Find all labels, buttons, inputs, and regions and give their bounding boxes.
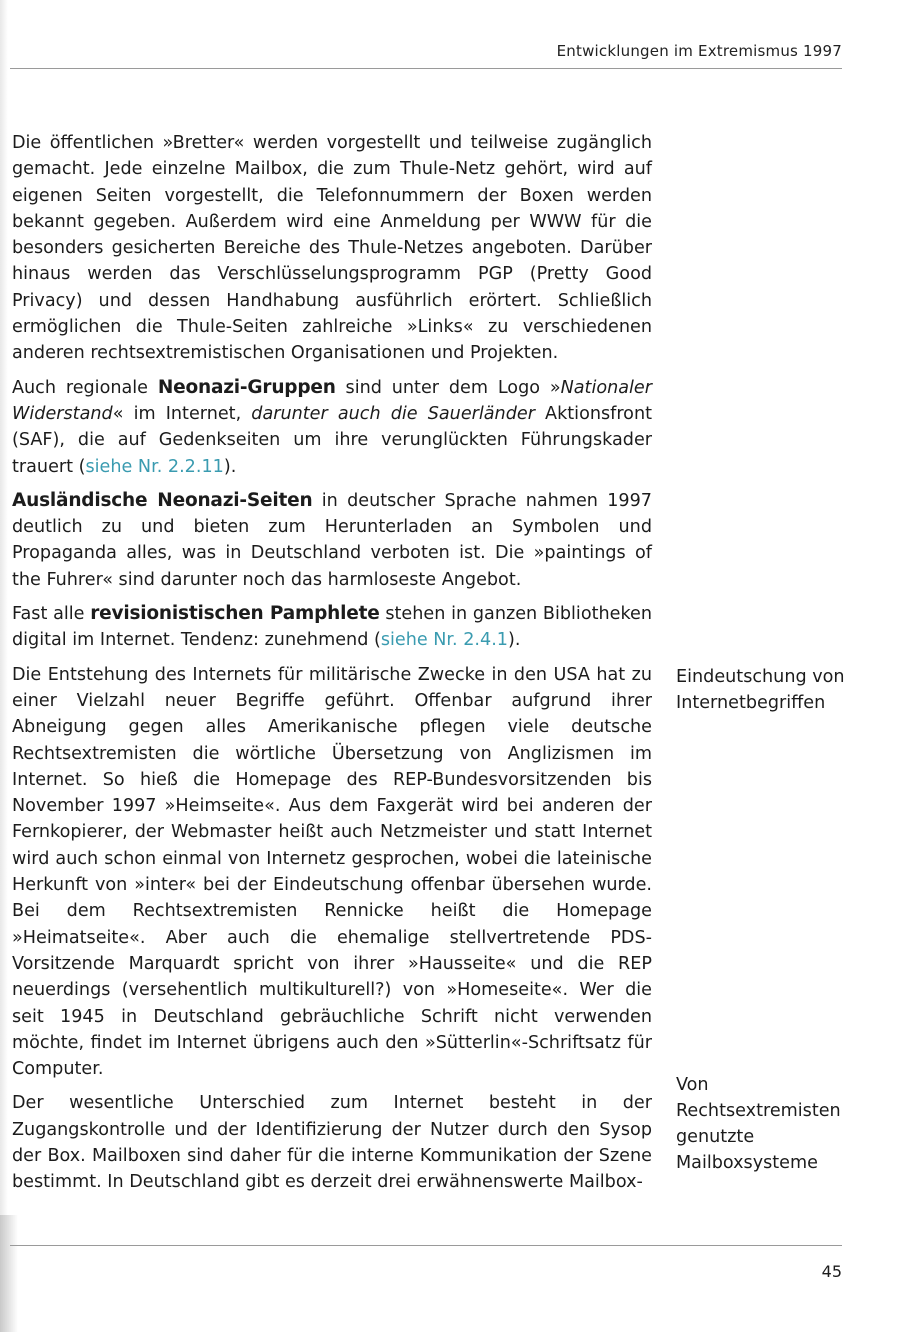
- cross-reference-link[interactable]: siehe Nr. 2.2.11: [85, 456, 224, 477]
- text-segment: ).: [508, 630, 521, 651]
- keyword-neonazi-gruppen: Neonazi-Gruppen: [157, 376, 336, 398]
- page-edge-shadow-bottom: [0, 1215, 18, 1332]
- header-rule: [10, 68, 842, 69]
- text-segment: « im Internet,: [112, 403, 252, 424]
- paragraph-thule-net: Die öffentlichen »Bretter« werden vorgestellt und teilweise zugänglich gemacht. Jede einzelne Mailbox, die zum Thule-Netz gehört, wird auf eigenen Seiten vorgestellt, die Telefonnummern der Boxen werden bekannt gegeben. Außerdem wird eine Anmeldung per WWW für die besonders gesicherten Bereiche des Thule-Netzes angeboten. Darüber hinaus werden das Verschlüsselungsprogramm PGP (Pretty Good Privacy) und dessen Handhabung ausführlich erörtert. Schließlich ermöglichen die Thule-Seiten zahlreiche »Links« zu verschiedenen anderen rechtsextremistischen Organisationen und Projekten.: [12, 133, 652, 364]
- main-text-column: [12, 130, 652, 1204]
- margin-note-eindeutschung: Eindeutschung von Internetbegriffen: [676, 667, 845, 713]
- running-head: Entwicklungen im Extremismus 1997: [556, 42, 842, 60]
- text-segment: in deutscher Sprache nahmen 1997 deutlich zu und bieten zum Herunterladen an Symbolen und Propaganda alles, was in Deutschland verboten ist. Die »paintings of the Fuhrer« sind darunter noch das harmloseste Angebot.: [12, 490, 652, 590]
- text-segment: ).: [223, 456, 237, 477]
- margin-note-mailboxsysteme: Von Rechtsextremisten genutzte Mailboxsysteme: [676, 1075, 841, 1173]
- footer-rule: [10, 1245, 842, 1246]
- paragraph-foreign-sites: [12, 488, 652, 593]
- italic-nationaler-widerstand: Nationaler Widerstand: [12, 377, 652, 424]
- italic-sauerlaender: darunter auch die Sauerländer: [251, 403, 535, 424]
- cross-reference-link[interactable]: siehe Nr. 2.4.1: [380, 630, 509, 651]
- keyword-auslaendische-neonazi-seiten: Ausländische Neonazi-Seiten: [12, 489, 313, 511]
- paragraph-internet-terms: Die Entstehung des Internets für militärische Zwecke in den USA hat zu einer Vielzahl neuer Begriffe geführt. Offenbar aufgrund ihrer Abneigung gegen alles Amerikanische pflegen viele deutsche Rechtsextremisten die wörtliche Übersetzung von Anglizismen im Internet. So hieß die Homepage des REP-Bundesvorsitzenden bis November 1997 »Heimseite«. Aus dem Faxgerät wird bei anderen der Fernkopierer, der Webmaster heißt auch Netzmeister und statt Internet wird auch schon einmal von Internetz gesprochen, wobei die lateinische Herkunft von »inter« bei der Eindeutschung offenbar übersehen wurde. Bei dem Rechtsextremisten Rennicke heißt die Homepage »Heimatseite«. Aber auch die ehemalige stellvertretende PDS-Vorsitzende Marquardt spricht von ihrer »Hausseite« und die REP neuerdings (versehentlich multikulturell?) von »Homeseite«. Wer die seit 1945 in Deutschland gebräuchliche Schrift nicht verwenden möchte, findet im Internet übrigens auch den »Sütterlin«-Schriftsatz für Computer.: [12, 664, 652, 1080]
- page-edge-shadow: [0, 0, 8, 1332]
- text-segment: Auch regionale: [12, 377, 158, 398]
- keyword-revisionistischen-pamphlete: revisionistischen Pamphlete: [90, 603, 380, 625]
- text-segment: stehen in ganzen Bibliotheken digital im Internet. Tendenz: zunehmend (: [12, 604, 652, 651]
- paragraph-revisionist-pamphlets: [12, 601, 652, 654]
- text-segment: sind unter dem Logo »: [335, 377, 561, 398]
- paragraph-mailboxes: Der wesentliche Unterschied zum Internet besteht in der Zugangskontrolle und der Identifizierung der Nutzer durch den Sysop der Box. Mailboxen sind daher für die interne Kommunikation der Szene bestimmt. In Deutschland gibt es derzeit drei erwähnenswerte Mailbox-: [12, 1093, 652, 1193]
- page-number: 45: [821, 1262, 842, 1281]
- paragraph-neonazi-groups: [12, 375, 652, 480]
- text-segment: Fast alle: [12, 604, 91, 625]
- text-segment: Aktionsfront (SAF), die auf Gedenkseiten um ihre verunglückten Führungskader trauert (: [12, 403, 653, 477]
